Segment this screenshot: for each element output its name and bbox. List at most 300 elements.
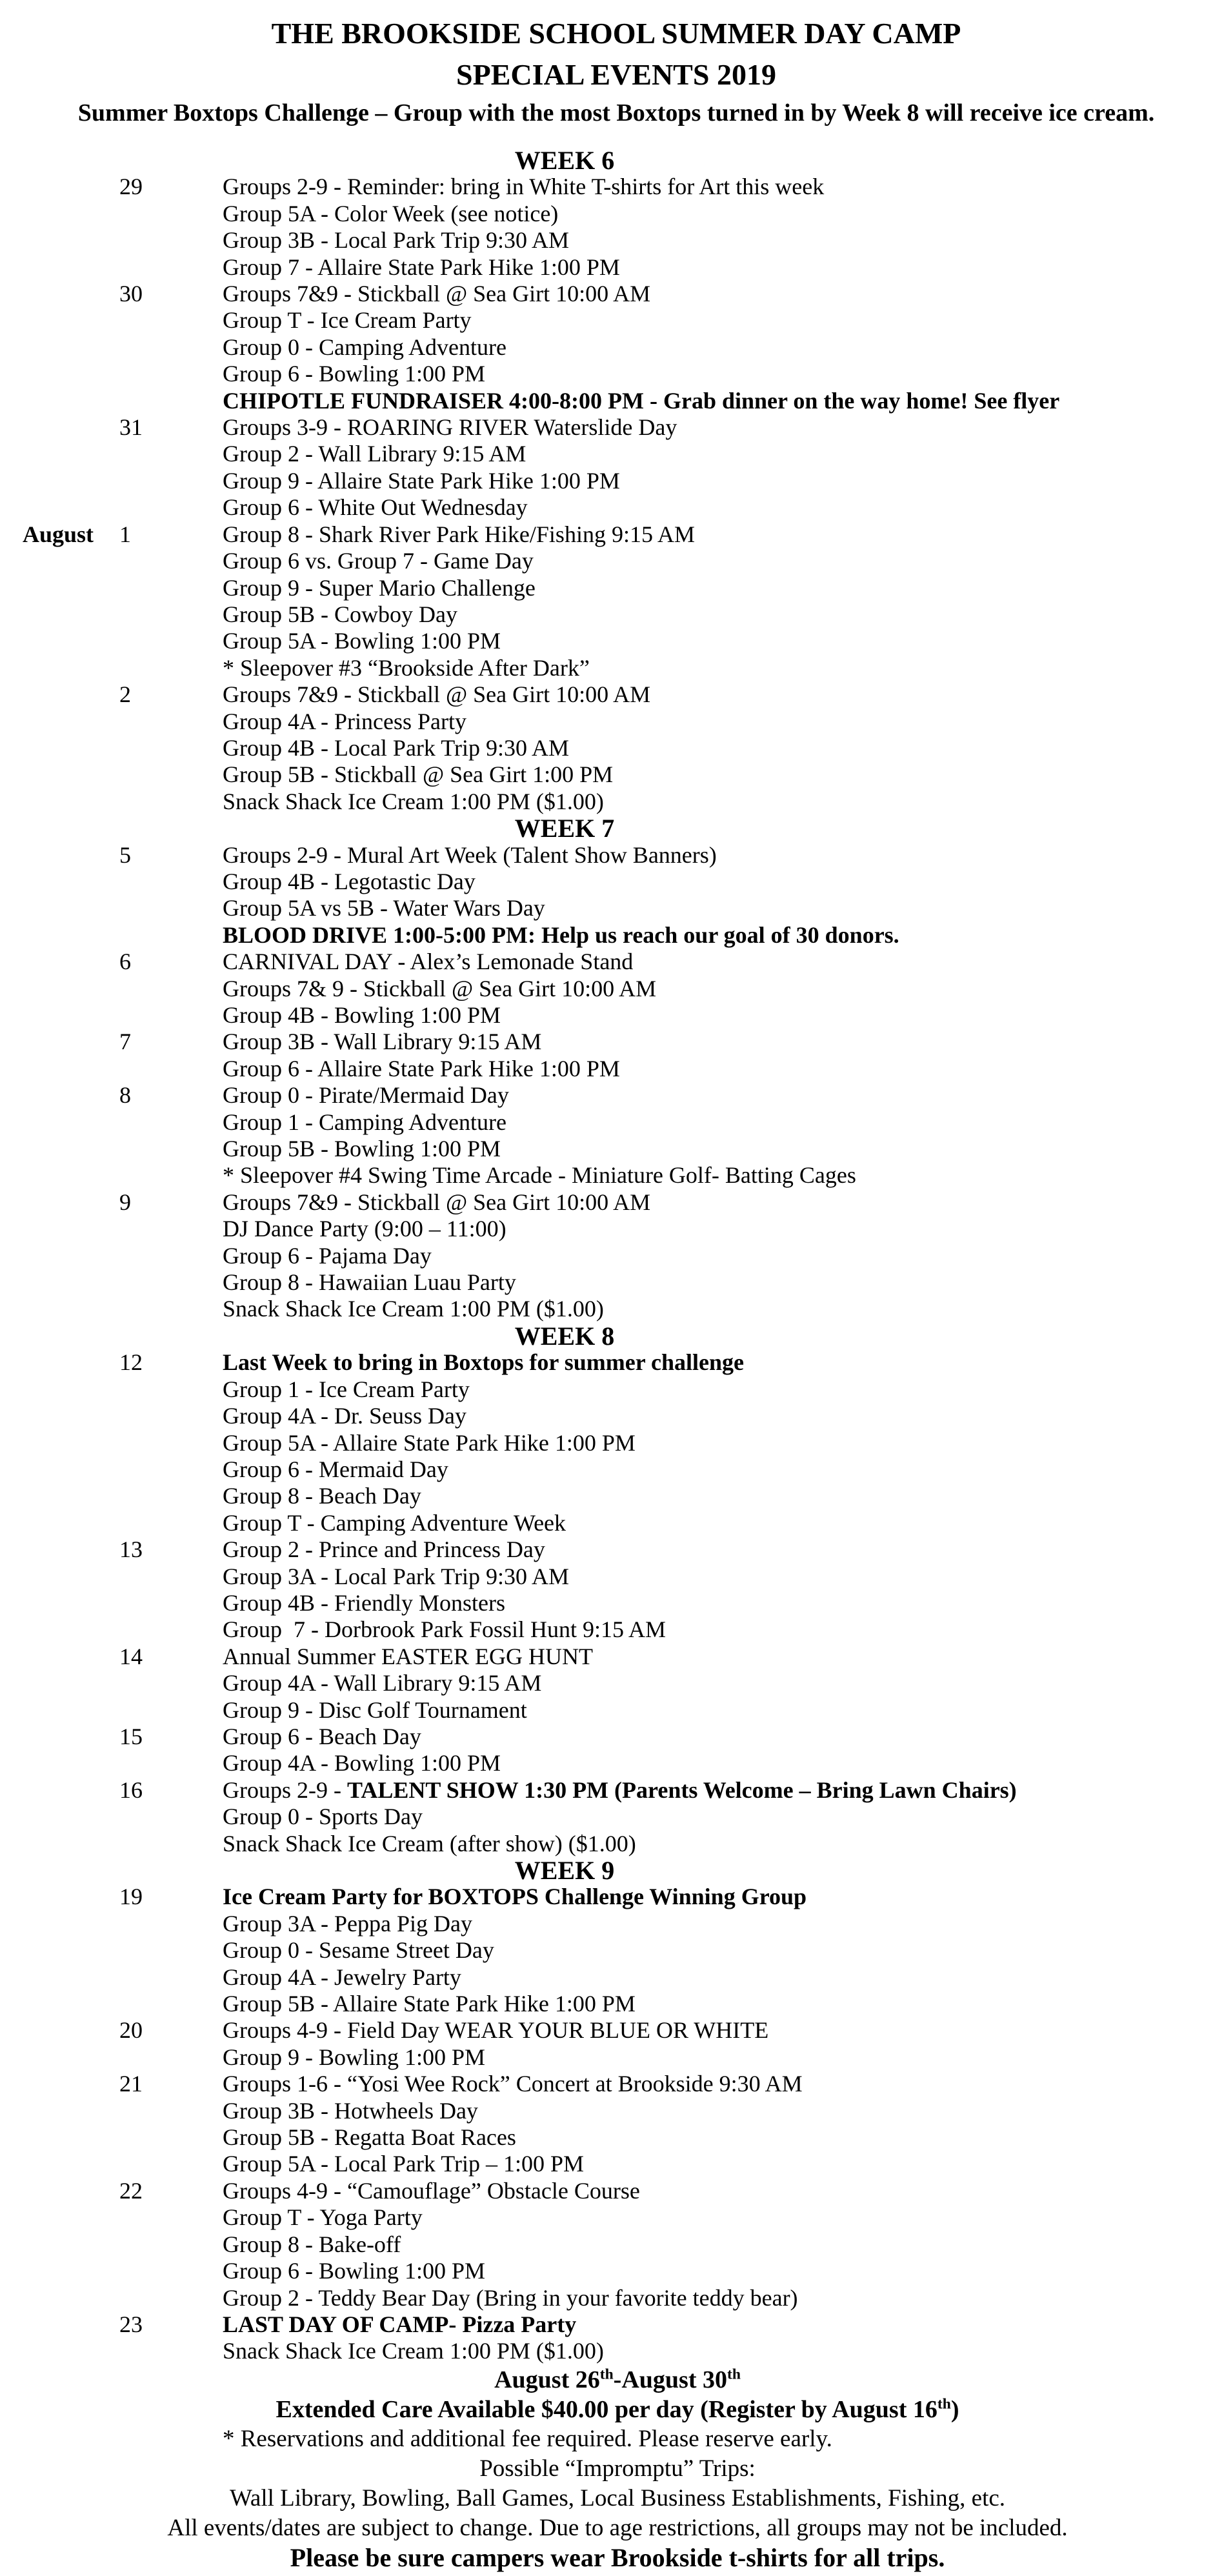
- text-segment: Group 1 - Camping Adventure: [223, 1109, 506, 1135]
- event-line: [223, 2044, 1213, 2071]
- event-line: [223, 628, 1213, 654]
- text-segment: Group 8 - Beach Day: [223, 1483, 421, 1509]
- event-line: [223, 1376, 1213, 1403]
- date-label: [119, 1109, 223, 1136]
- date-label: [119, 1564, 223, 1590]
- day-row: [0, 2044, 1213, 2071]
- event-line: [223, 201, 1213, 227]
- day-row: [0, 174, 1213, 200]
- day-row: [0, 494, 1213, 521]
- event-line: [223, 601, 1213, 628]
- text-segment: Group 4B - Legotastic Day: [223, 868, 476, 894]
- date-label: [119, 1483, 223, 1509]
- day-row: [0, 227, 1213, 254]
- month-label: [0, 1697, 119, 1724]
- month-label: [0, 1804, 119, 1830]
- date-label: [119, 361, 223, 387]
- date-label: [119, 2338, 223, 2364]
- day-row: [0, 2338, 1213, 2364]
- day-row: [0, 1056, 1213, 1082]
- month-label: [0, 1216, 119, 1242]
- schedule: [0, 147, 1213, 2365]
- event-line: [223, 494, 1213, 521]
- event-line: [223, 869, 1213, 895]
- event-line: [223, 789, 1213, 815]
- event-line: [223, 2338, 1213, 2364]
- date-label: [119, 334, 223, 361]
- text-segment: Group 4B - Friendly Monsters: [223, 1589, 505, 1616]
- month-label: [0, 1029, 119, 1055]
- date-label: [119, 2151, 223, 2177]
- text-segment: Groups 2-9 - Mural Art Week (Talent Show Banners): [223, 841, 717, 868]
- text-segment: Groups 7&9 - Stickball @ Sea Girt 10:00 AM: [223, 281, 651, 307]
- text-segment: Snack Shack Ice Cream 1:00 PM ($1.00): [223, 1296, 604, 1322]
- text-segment: Wall Library, Bowling, Ball Games, Local Business Establishments, Fishing, etc.: [229, 2484, 1006, 2511]
- day-row: [0, 1136, 1213, 1162]
- text-segment: Group 2 - Teddy Bear Day (Bring in your favorite teddy bear): [223, 2284, 798, 2311]
- event-line: [223, 681, 1213, 708]
- date-label: [119, 2098, 223, 2124]
- event-line: [223, 2311, 1213, 2338]
- day-row: [0, 1644, 1213, 1670]
- text-segment: Groups 1-6 - “Yosi Wee Rock” Concert at Brookside 9:30 AM: [223, 2071, 803, 2097]
- text-segment: Group 6 - Beach Day: [223, 1723, 421, 1749]
- text-segment: Group 1 - Ice Cream Party: [223, 1376, 470, 1402]
- date-label: [119, 2204, 223, 2231]
- date-label: [119, 789, 223, 815]
- day-row: [0, 1777, 1213, 1804]
- date-label: 7: [119, 1029, 131, 1055]
- event-line: [223, 1937, 1213, 1964]
- month-label: [0, 1403, 119, 1429]
- text-segment: Group 9 - Bowling 1:00 PM: [223, 2044, 486, 2070]
- month-label: [0, 2178, 119, 2204]
- event-line: [223, 1724, 1213, 1750]
- day-row: [0, 2151, 1213, 2177]
- month-label: [0, 1616, 119, 1643]
- text-segment: Groups 7&9 - Stickball @ Sea Girt 10:00 AM: [223, 1189, 651, 1215]
- month-label: [0, 494, 119, 521]
- month-label: [0, 1750, 119, 1776]
- text-segment: * Sleepover #4 Swing Time Arcade - Miniature Golf- Batting Cages: [223, 1162, 856, 1189]
- date-label: [119, 1750, 223, 1776]
- event-line: [223, 1536, 1213, 1563]
- event-line: [223, 1644, 1213, 1670]
- text-segment: Group 3A - Peppa Pig Day: [223, 1910, 472, 1937]
- event-line: [223, 1964, 1213, 1991]
- month-label: [0, 361, 119, 387]
- date-label: 12: [119, 1349, 143, 1376]
- date-label: [119, 1162, 223, 1189]
- month-label: [0, 949, 119, 975]
- month-label: [0, 307, 119, 334]
- event-line: [223, 1002, 1213, 1029]
- text-segment: Group 0 - Pirate/Mermaid Day: [223, 1082, 509, 1109]
- event-line: [223, 976, 1213, 1002]
- day-row: [0, 1162, 1213, 1189]
- month-label: [0, 1189, 119, 1216]
- day-row: [0, 1002, 1213, 1029]
- text-segment: Group 0 - Sports Day: [223, 1804, 423, 1830]
- event-line: [223, 842, 1213, 869]
- text-segment: Group 3A - Local Park Trip 9:30 AM: [223, 1563, 570, 1589]
- event-line: [223, 1456, 1213, 1483]
- text-segment: ): [950, 2395, 959, 2423]
- day-row: [0, 709, 1213, 735]
- event-line: [223, 1991, 1213, 2017]
- day-row: [0, 1884, 1213, 1910]
- day-row: [0, 789, 1213, 815]
- month-label: [0, 388, 119, 414]
- event-line: [223, 575, 1213, 601]
- date-label: [119, 441, 223, 467]
- date-label: [119, 1616, 223, 1643]
- text-segment: Group 9 - Disc Golf Tournament: [223, 1696, 527, 1723]
- month-label: [0, 976, 119, 1002]
- page-title-line2: SPECIAL EVENTS 2019: [456, 58, 776, 91]
- text-segment: th: [599, 2366, 614, 2383]
- text-segment: Group 4B - Bowling 1:00 PM: [223, 1002, 501, 1028]
- date-label: [119, 388, 223, 414]
- month-label: [0, 869, 119, 895]
- day-row: [0, 2098, 1213, 2124]
- text-segment: Group 8 - Shark River Park Hike/Fishing 9:15 AM: [223, 521, 695, 547]
- event-line: [223, 1804, 1213, 1830]
- day-row: [0, 1029, 1213, 1055]
- page-subtitle: Summer Boxtops Challenge – Group with the most Boxtops turned in by Week 8 will receive ice cream.: [77, 99, 1155, 126]
- event-line: [223, 1670, 1213, 1696]
- date-label: [119, 2124, 223, 2151]
- day-row: [0, 361, 1213, 387]
- date-label: [119, 1510, 223, 1536]
- footer-line: [0, 2395, 1213, 2424]
- day-row: [0, 2017, 1213, 2044]
- event-line: [223, 2231, 1213, 2258]
- event-line: [223, 1296, 1213, 1322]
- date-label: [119, 307, 223, 334]
- day-row: [0, 414, 1213, 441]
- day-row: [0, 1483, 1213, 1509]
- footer-line: [0, 2454, 1213, 2484]
- day-row: [0, 1296, 1213, 1322]
- date-label: [119, 1296, 223, 1322]
- month-label: [0, 2204, 119, 2231]
- day-row: [0, 1082, 1213, 1109]
- month-label: [0, 1483, 119, 1509]
- date-label: 20: [119, 2017, 143, 2044]
- date-label: [119, 2285, 223, 2311]
- text-segment: Please be sure campers wear Brookside t-shirts for all trips.: [290, 2542, 945, 2572]
- month-label: [0, 468, 119, 494]
- text-segment: CHIPOTLE FUNDRAISER 4:00-8:00 PM - Grab dinner on the way home! See flyer: [223, 387, 1060, 414]
- day-row: [0, 1670, 1213, 1696]
- date-label: [119, 1136, 223, 1162]
- date-label: [119, 548, 223, 574]
- event-line: [223, 1269, 1213, 1296]
- text-segment: August 26: [494, 2366, 600, 2393]
- text-segment: Groups 2-9 - Reminder: bring in White T-shirts for Art this week: [223, 174, 825, 200]
- date-label: 9: [119, 1189, 131, 1215]
- date-label: 14: [119, 1643, 143, 1669]
- month-label: [0, 1082, 119, 1109]
- month-label: [0, 1564, 119, 1590]
- month-label: [0, 441, 119, 467]
- event-line: [223, 2285, 1213, 2311]
- text-segment: Group T - Ice Cream Party: [223, 307, 472, 334]
- event-line: [223, 1136, 1213, 1162]
- month-label: [0, 2231, 119, 2258]
- month-label: [0, 761, 119, 788]
- month-label: [0, 2098, 119, 2124]
- event-line: [223, 1697, 1213, 1724]
- month-label: [0, 1349, 119, 1376]
- day-row: [0, 1564, 1213, 1590]
- day-row: [0, 307, 1213, 334]
- day-row: [0, 1831, 1213, 1857]
- day-row: [0, 895, 1213, 921]
- date-label: [119, 628, 223, 654]
- footer-line: [0, 2513, 1213, 2543]
- event-line: [223, 949, 1213, 975]
- day-row: [0, 201, 1213, 227]
- event-line: [223, 655, 1213, 681]
- month-label: [0, 1056, 119, 1082]
- date-label: [119, 601, 223, 628]
- event-line: [223, 1403, 1213, 1429]
- text-segment: LAST DAY OF CAMP- Pizza Party: [223, 2311, 577, 2337]
- text-segment: Group 8 - Hawaiian Luau Party: [223, 1269, 516, 1296]
- date-label: [119, 1911, 223, 1937]
- event-line: [223, 414, 1213, 441]
- month-label: [0, 628, 119, 654]
- day-row: [0, 2285, 1213, 2311]
- text-segment: Snack Shack Ice Cream 1:00 PM ($1.00): [223, 788, 604, 814]
- date-label: [119, 201, 223, 227]
- event-line: [223, 1750, 1213, 1776]
- date-label: [119, 895, 223, 921]
- date-label: [119, 1991, 223, 2017]
- date-label: 22: [119, 2177, 143, 2204]
- day-row: [0, 281, 1213, 307]
- text-segment: Group 5A - Color Week (see notice): [223, 200, 559, 226]
- date-label: 8: [119, 1082, 131, 1109]
- event-line: [223, 281, 1213, 307]
- event-line: [223, 1510, 1213, 1536]
- text-segment: Group T - Yoga Party: [223, 2204, 423, 2231]
- month-label: [0, 1777, 119, 1804]
- event-line: [223, 1564, 1213, 1590]
- footer-line: [0, 2365, 1213, 2395]
- text-segment: -August 30: [613, 2366, 727, 2393]
- month-label: [0, 1884, 119, 1910]
- text-segment: Group 2 - Wall Library 9:15 AM: [223, 441, 526, 467]
- date-label: [119, 1216, 223, 1242]
- event-line: [223, 2071, 1213, 2097]
- month-label: [0, 2071, 119, 2097]
- text-segment: Group 4A - Bowling 1:00 PM: [223, 1750, 501, 1776]
- text-segment: Group 4A - Wall Library 9:15 AM: [223, 1670, 542, 1696]
- month-label: [0, 895, 119, 921]
- week-header: WEEK 8: [514, 1321, 615, 1351]
- date-label: [119, 761, 223, 788]
- text-segment: Group 5B - Allaire State Park Hike 1:00 PM: [223, 1991, 636, 2017]
- day-row: [0, 1536, 1213, 1563]
- month-label: [0, 227, 119, 254]
- event-line: [223, 709, 1213, 735]
- month-label: [0, 1644, 119, 1670]
- text-segment: Group 6 vs. Group 7 - Game Day: [223, 548, 534, 574]
- event-line: [223, 2124, 1213, 2151]
- event-line: [223, 307, 1213, 334]
- date-label: [119, 1456, 223, 1483]
- event-line: [223, 1483, 1213, 1509]
- text-segment: CARNIVAL DAY - Alex’s Lemonade Stand: [223, 949, 634, 975]
- date-label: 16: [119, 1776, 143, 1803]
- day-row: [0, 334, 1213, 361]
- day-row: [0, 1804, 1213, 1830]
- month-label: [0, 1376, 119, 1403]
- day-row: [0, 1616, 1213, 1643]
- month-label: [0, 1536, 119, 1563]
- text-segment: Group 5A - Bowling 1:00 PM: [223, 628, 501, 654]
- month-label: [0, 174, 119, 200]
- day-row: [0, 735, 1213, 761]
- day-row: [0, 2071, 1213, 2097]
- date-label: [119, 1056, 223, 1082]
- text-segment: Group 7 - Allaire State Park Hike 1:00 PM: [223, 254, 620, 280]
- month-label: [0, 601, 119, 628]
- day-row: [0, 1697, 1213, 1724]
- event-line: [223, 2151, 1213, 2177]
- text-segment: Group 0 - Sesame Street Day: [223, 1937, 494, 1964]
- date-label: [119, 1804, 223, 1830]
- footer-notes: [0, 2365, 1213, 2573]
- date-label: [119, 735, 223, 761]
- day-row: [0, 1243, 1213, 1269]
- month-label: [0, 1590, 119, 1616]
- date-label: [119, 227, 223, 254]
- text-segment: Group 6 - Allaire State Park Hike 1:00 PM: [223, 1055, 620, 1082]
- date-label: [119, 976, 223, 1002]
- text-segment: Possible “Impromptu” Trips:: [479, 2455, 756, 2482]
- month-label: [0, 2338, 119, 2364]
- day-row: [0, 1403, 1213, 1429]
- day-row: [0, 869, 1213, 895]
- event-line: [223, 2017, 1213, 2044]
- month-label: [0, 1430, 119, 1456]
- date-label: [119, 1243, 223, 1269]
- event-line: [223, 441, 1213, 467]
- event-line: [223, 1109, 1213, 1136]
- month-label: [0, 2017, 119, 2044]
- event-line: [223, 2258, 1213, 2284]
- date-label: [119, 575, 223, 601]
- text-segment: BLOOD DRIVE 1:00-5:00 PM: Help us reach our goal of 30 donors.: [223, 921, 899, 948]
- date-label: [119, 1697, 223, 1724]
- text-segment: Groups 7& 9 - Stickball @ Sea Girt 10:00 AM: [223, 975, 657, 1001]
- month-label: [0, 414, 119, 441]
- text-segment: Group 9 - Super Mario Challenge: [223, 574, 536, 601]
- text-segment: Groups 3-9 - ROARING RIVER Waterslide Day: [223, 414, 677, 441]
- text-segment: th: [727, 2366, 741, 2383]
- text-segment: Group 5B - Cowboy Day: [223, 601, 457, 627]
- day-row: [0, 1349, 1213, 1376]
- day-row: [0, 1510, 1213, 1536]
- text-segment: Group 5A vs 5B - Water Wars Day: [223, 895, 545, 921]
- day-row: [0, 1456, 1213, 1483]
- page-title-line1: THE BROOKSIDE SCHOOL SUMMER DAY CAMP: [271, 17, 961, 50]
- event-line: [223, 1430, 1213, 1456]
- week-header: WEEK 9: [514, 1856, 615, 1885]
- text-segment: Groups 2-9 -: [223, 1776, 347, 1803]
- text-segment: Group 9 - Allaire State Park Hike 1:00 PM: [223, 467, 620, 494]
- day-row: [0, 1750, 1213, 1776]
- week-header: WEEK 7: [514, 814, 615, 843]
- day-row: [0, 1991, 1213, 2017]
- day-row: [0, 655, 1213, 681]
- event-line: [223, 1777, 1213, 1804]
- event-line: [223, 1216, 1213, 1242]
- text-segment: Group 4A - Princess Party: [223, 708, 466, 734]
- day-row: [0, 1724, 1213, 1750]
- month-label: [0, 1136, 119, 1162]
- day-row: [0, 1937, 1213, 1964]
- day-row: [0, 976, 1213, 1002]
- text-segment: Group 4B - Local Park Trip 9:30 AM: [223, 734, 570, 761]
- date-label: 30: [119, 281, 143, 307]
- date-label: 1: [119, 521, 131, 547]
- month-label: [0, 1269, 119, 1296]
- day-row: [0, 1430, 1213, 1456]
- date-label: 5: [119, 841, 131, 868]
- month-label: [0, 1724, 119, 1750]
- text-segment: Group 6 - White Out Wednesday: [223, 494, 528, 521]
- month-label: [0, 281, 119, 307]
- date-label: [119, 869, 223, 895]
- month-label: [0, 2124, 119, 2151]
- event-line: [223, 334, 1213, 361]
- text-segment: Group 6 - Bowling 1:00 PM: [223, 2258, 486, 2284]
- event-line: [223, 1590, 1213, 1616]
- text-segment: Extended Care Available $40.00 per day (Register by August 16: [276, 2395, 937, 2423]
- day-row: [0, 2311, 1213, 2338]
- day-row: [0, 1590, 1213, 1616]
- day-row: [0, 2231, 1213, 2258]
- month-label: [0, 922, 119, 949]
- month-label: [0, 709, 119, 735]
- text-segment: Annual Summer EASTER EGG HUNT: [223, 1643, 593, 1669]
- month-label: [0, 2258, 119, 2284]
- event-line: [223, 922, 1213, 949]
- text-segment: Group 6 - Bowling 1:00 PM: [223, 361, 486, 387]
- day-row: [0, 548, 1213, 574]
- day-row: [0, 1216, 1213, 1242]
- event-line: [223, 1884, 1213, 1910]
- date-label: [119, 468, 223, 494]
- day-row: [0, 2204, 1213, 2231]
- day-row: [0, 681, 1213, 708]
- month-label: [0, 2311, 119, 2338]
- event-line: [223, 1911, 1213, 1937]
- event-line: [223, 521, 1213, 548]
- day-row: [0, 2258, 1213, 2284]
- date-label: [119, 922, 223, 949]
- text-segment: Groups 4-9 - “Camouflage” Obstacle Course: [223, 2177, 640, 2204]
- text-segment: Last Week to bring in Boxtops for summer challenge: [223, 1349, 745, 1376]
- event-line: [223, 761, 1213, 788]
- month-label: [0, 2044, 119, 2071]
- text-segment: Group 2 - Prince and Princess Day: [223, 1536, 545, 1563]
